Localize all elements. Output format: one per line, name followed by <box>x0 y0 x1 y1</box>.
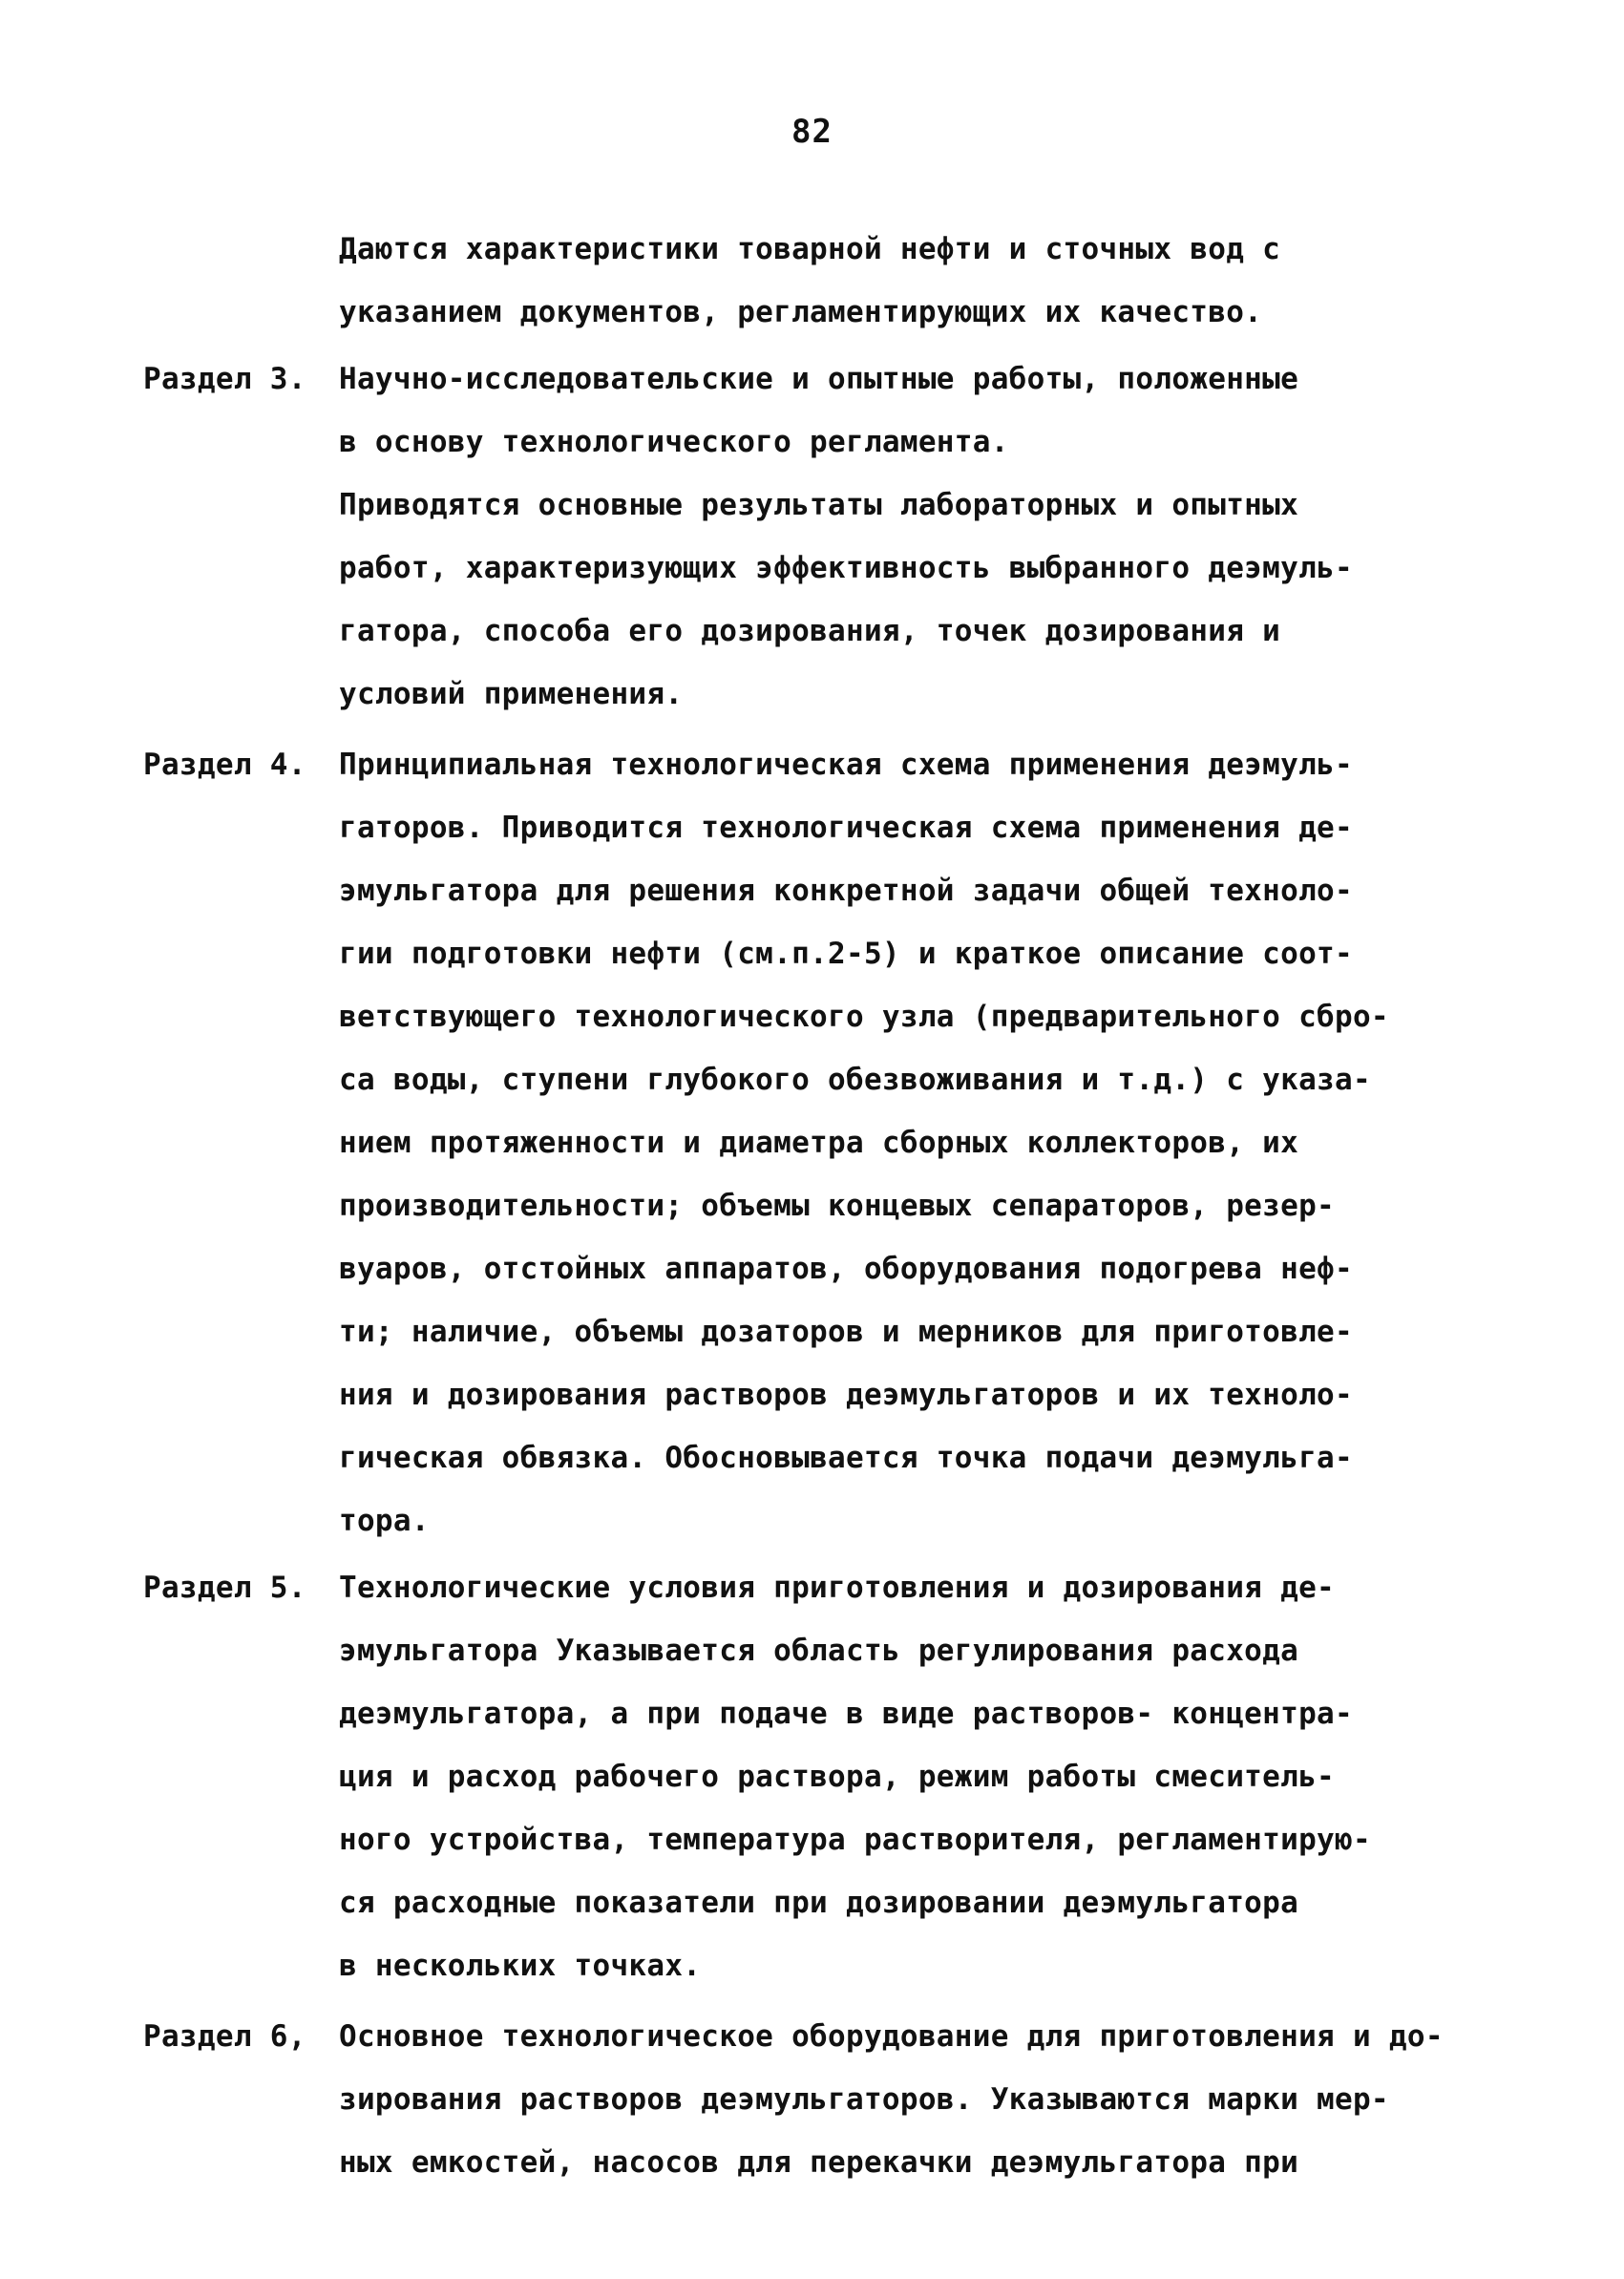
text-line: Раздел 6, Основное технологическое оборудование для приготовления и до- <box>143 2005 1499 2068</box>
text-line: зирования растворов деэмульгаторов. Указываются марки мер- <box>339 2082 1389 2117</box>
section-label: Раздел 3. <box>143 362 306 396</box>
text-line: ного устройства, температура растворителя, регламентирую- <box>339 1823 1371 1857</box>
text-line: в нескольких точках. <box>339 1949 702 1983</box>
text-line: гатора, способа его дозирования, точек дозирования и <box>339 614 1281 648</box>
text-line: эмульгатора Указывается область регулирования расхода <box>339 1634 1299 1668</box>
page-number: 82 <box>791 113 833 151</box>
text-line: ветствующего технологического узла (предварительного сбро- <box>339 1000 1389 1034</box>
text-line: гическая обвязка. Обосновывается точка подачи деэмульга- <box>339 1441 1353 1475</box>
text-line: нием протяженности и диаметра сборных коллекторов, их <box>339 1126 1299 1160</box>
section-label: Раздел 6, <box>143 2019 306 2054</box>
intro-paragraph <box>143 218 1499 344</box>
text-line: са воды, ступени глубокого обезвоживания и т.д.) с указа- <box>339 1063 1371 1097</box>
section-6 <box>143 2005 1499 2194</box>
text-line: Раздел 5. Технологические условия приготовления и дозирования де- <box>143 1556 1499 1619</box>
text-line: Приводятся основные результаты лабораторных и опытных <box>339 488 1299 522</box>
section-4 <box>143 733 1499 1552</box>
section-3 <box>143 348 1499 726</box>
text-line: гаторов. Приводится технологическая схема применения де- <box>339 811 1353 845</box>
text-line: ных емкостей, насосов для перекачки деэмульгатора при <box>339 2145 1299 2180</box>
text-line: гии подготовки нефти (см.п.2-5) и краткое описание соот- <box>339 937 1353 971</box>
section-label: Раздел 4. <box>143 748 306 782</box>
text-line: ция и расход рабочего раствора, режим работы смеситель- <box>339 1760 1335 1794</box>
text-line: указанием документов, регламентирующих их качество. <box>339 295 1263 329</box>
text-line: эмульгатора для решения конкретной задачи общей техноло- <box>339 874 1353 908</box>
text-line: ся расходные показатели при дозировании деэмульгатора <box>339 1886 1299 1920</box>
text-line: производительности; объемы концевых сепараторов, резер- <box>339 1189 1335 1223</box>
text-line: деэмульгатора, а при подаче в виде растворов- концентра- <box>339 1697 1353 1731</box>
text-line: в основу технологического регламента. <box>339 425 1009 459</box>
text-line: Раздел 3. Научно-исследовательские и опытные работы, положенные <box>143 348 1499 411</box>
section-5 <box>143 1556 1499 1997</box>
text-line: ния и дозирования растворов деэмульгаторов и их техноло- <box>339 1378 1353 1412</box>
text-line: Даются характеристики товарной нефти и сточных вод с <box>339 232 1281 266</box>
section-label: Раздел 5. <box>143 1571 306 1605</box>
text-line: ти; наличие, объемы дозаторов и мерников для приготовле- <box>339 1315 1353 1349</box>
text-line: вуаров, отстойных аппаратов, оборудования подогрева неф- <box>339 1252 1353 1286</box>
text-line: тора. <box>339 1504 430 1538</box>
text-line: Раздел 4. Принципиальная технологическая схема применения деэмуль- <box>143 733 1499 796</box>
text-line: условий применения. <box>339 677 684 711</box>
text-line: работ, характеризующих эффективность выбранного деэмуль- <box>339 551 1353 585</box>
